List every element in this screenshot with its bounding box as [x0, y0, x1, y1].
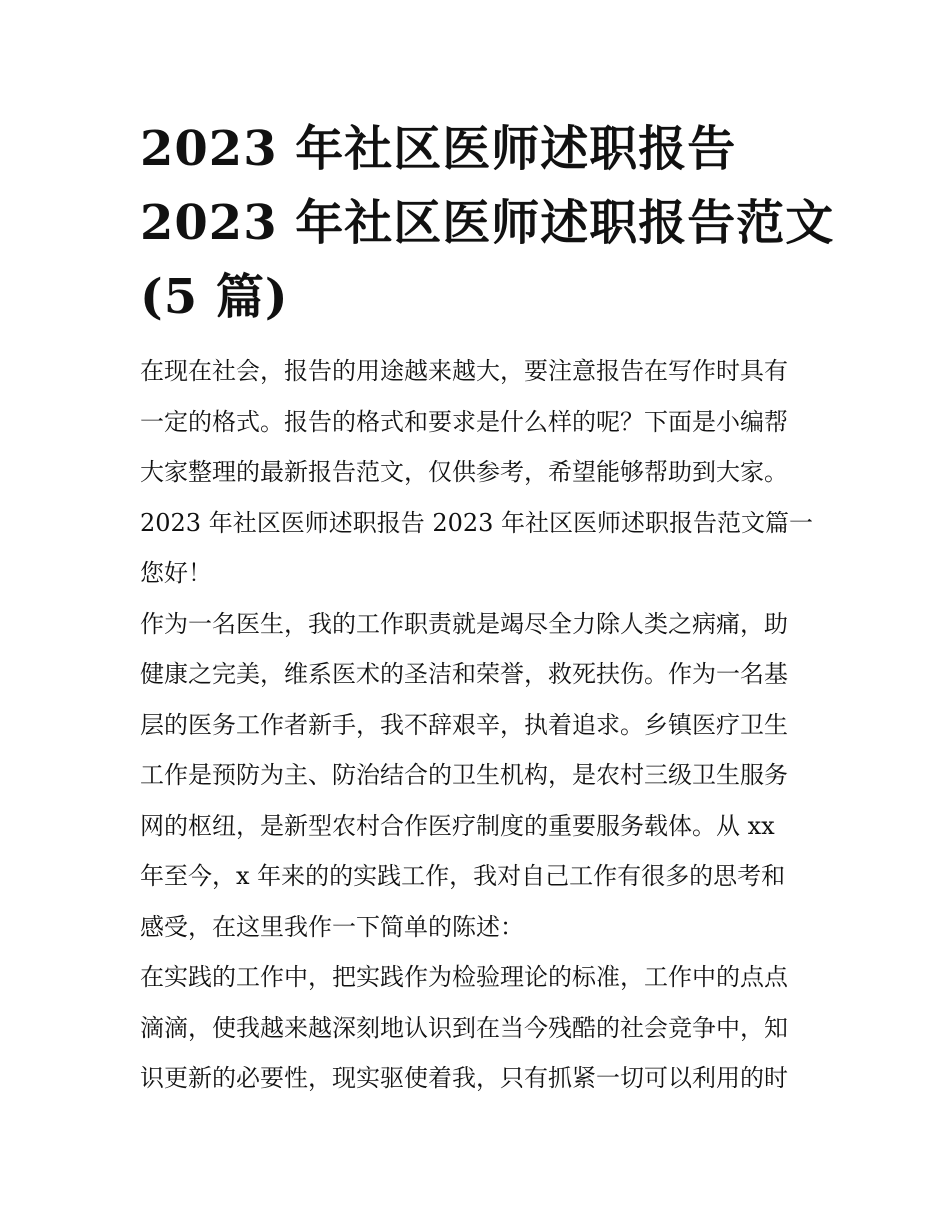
text-line: 工作是预防为主、防治结合的卫生机构，是农村三级卫生服务 [140, 761, 788, 789]
document-body [140, 346, 820, 1104]
text-line: 在实践的工作中，把实践作为检验理论的标准，工作中的点点 [140, 963, 788, 991]
text-line: 层的医务工作者新手，我不辞艰辛，执着追求。乡镇医疗卫生 [140, 710, 788, 739]
text-line: 在现在社会，报告的用途越来越大，要注意报告在写作时具有 [140, 357, 788, 385]
text-line: 大家整理的最新报告范文，仅供参考，希望能够帮助到大家。 [140, 458, 788, 486]
text-line: 作为一名医生，我的工作职责就是竭尽全力除人类之病痛，助 [140, 609, 788, 638]
document-title [140, 112, 835, 334]
text-line: 识更新的必要性，现实驱使着我，只有抓紧一切可以利用的时 [140, 1064, 788, 1092]
text-line: 感受，在这里我作一下简单的陈述： [140, 912, 524, 941]
text-line: 滴滴，使我越来越深刻地认识到在当今残酷的社会竞争中，知 [140, 1013, 788, 1042]
text-line: 一定的格式。报告的格式和要求是什么样的呢？下面是小编帮 [140, 407, 788, 436]
text-line: 健康之完美，维系医术的圣洁和荣誉，救死扶伤。作为一名基 [140, 660, 788, 688]
text-line: 2023 年社区医师述职报告 2023 年社区医师述职报告范文篇一 [140, 508, 814, 537]
title-line: 2023 年社区医师述职报告范文 [140, 195, 835, 251]
text-line: 年至今，x 年来的的实践工作，我对自己工作有很多的思考和 [140, 862, 786, 890]
document-content [140, 112, 835, 1104]
text-line: 您好！ [140, 559, 212, 587]
title-line: 2023 年社区医师述职报告 [140, 121, 737, 177]
text-line: 网的枢纽，是新型农村合作医疗制度的重要服务载体。从 xx [140, 811, 775, 840]
title-line: (5 篇) [140, 269, 289, 325]
